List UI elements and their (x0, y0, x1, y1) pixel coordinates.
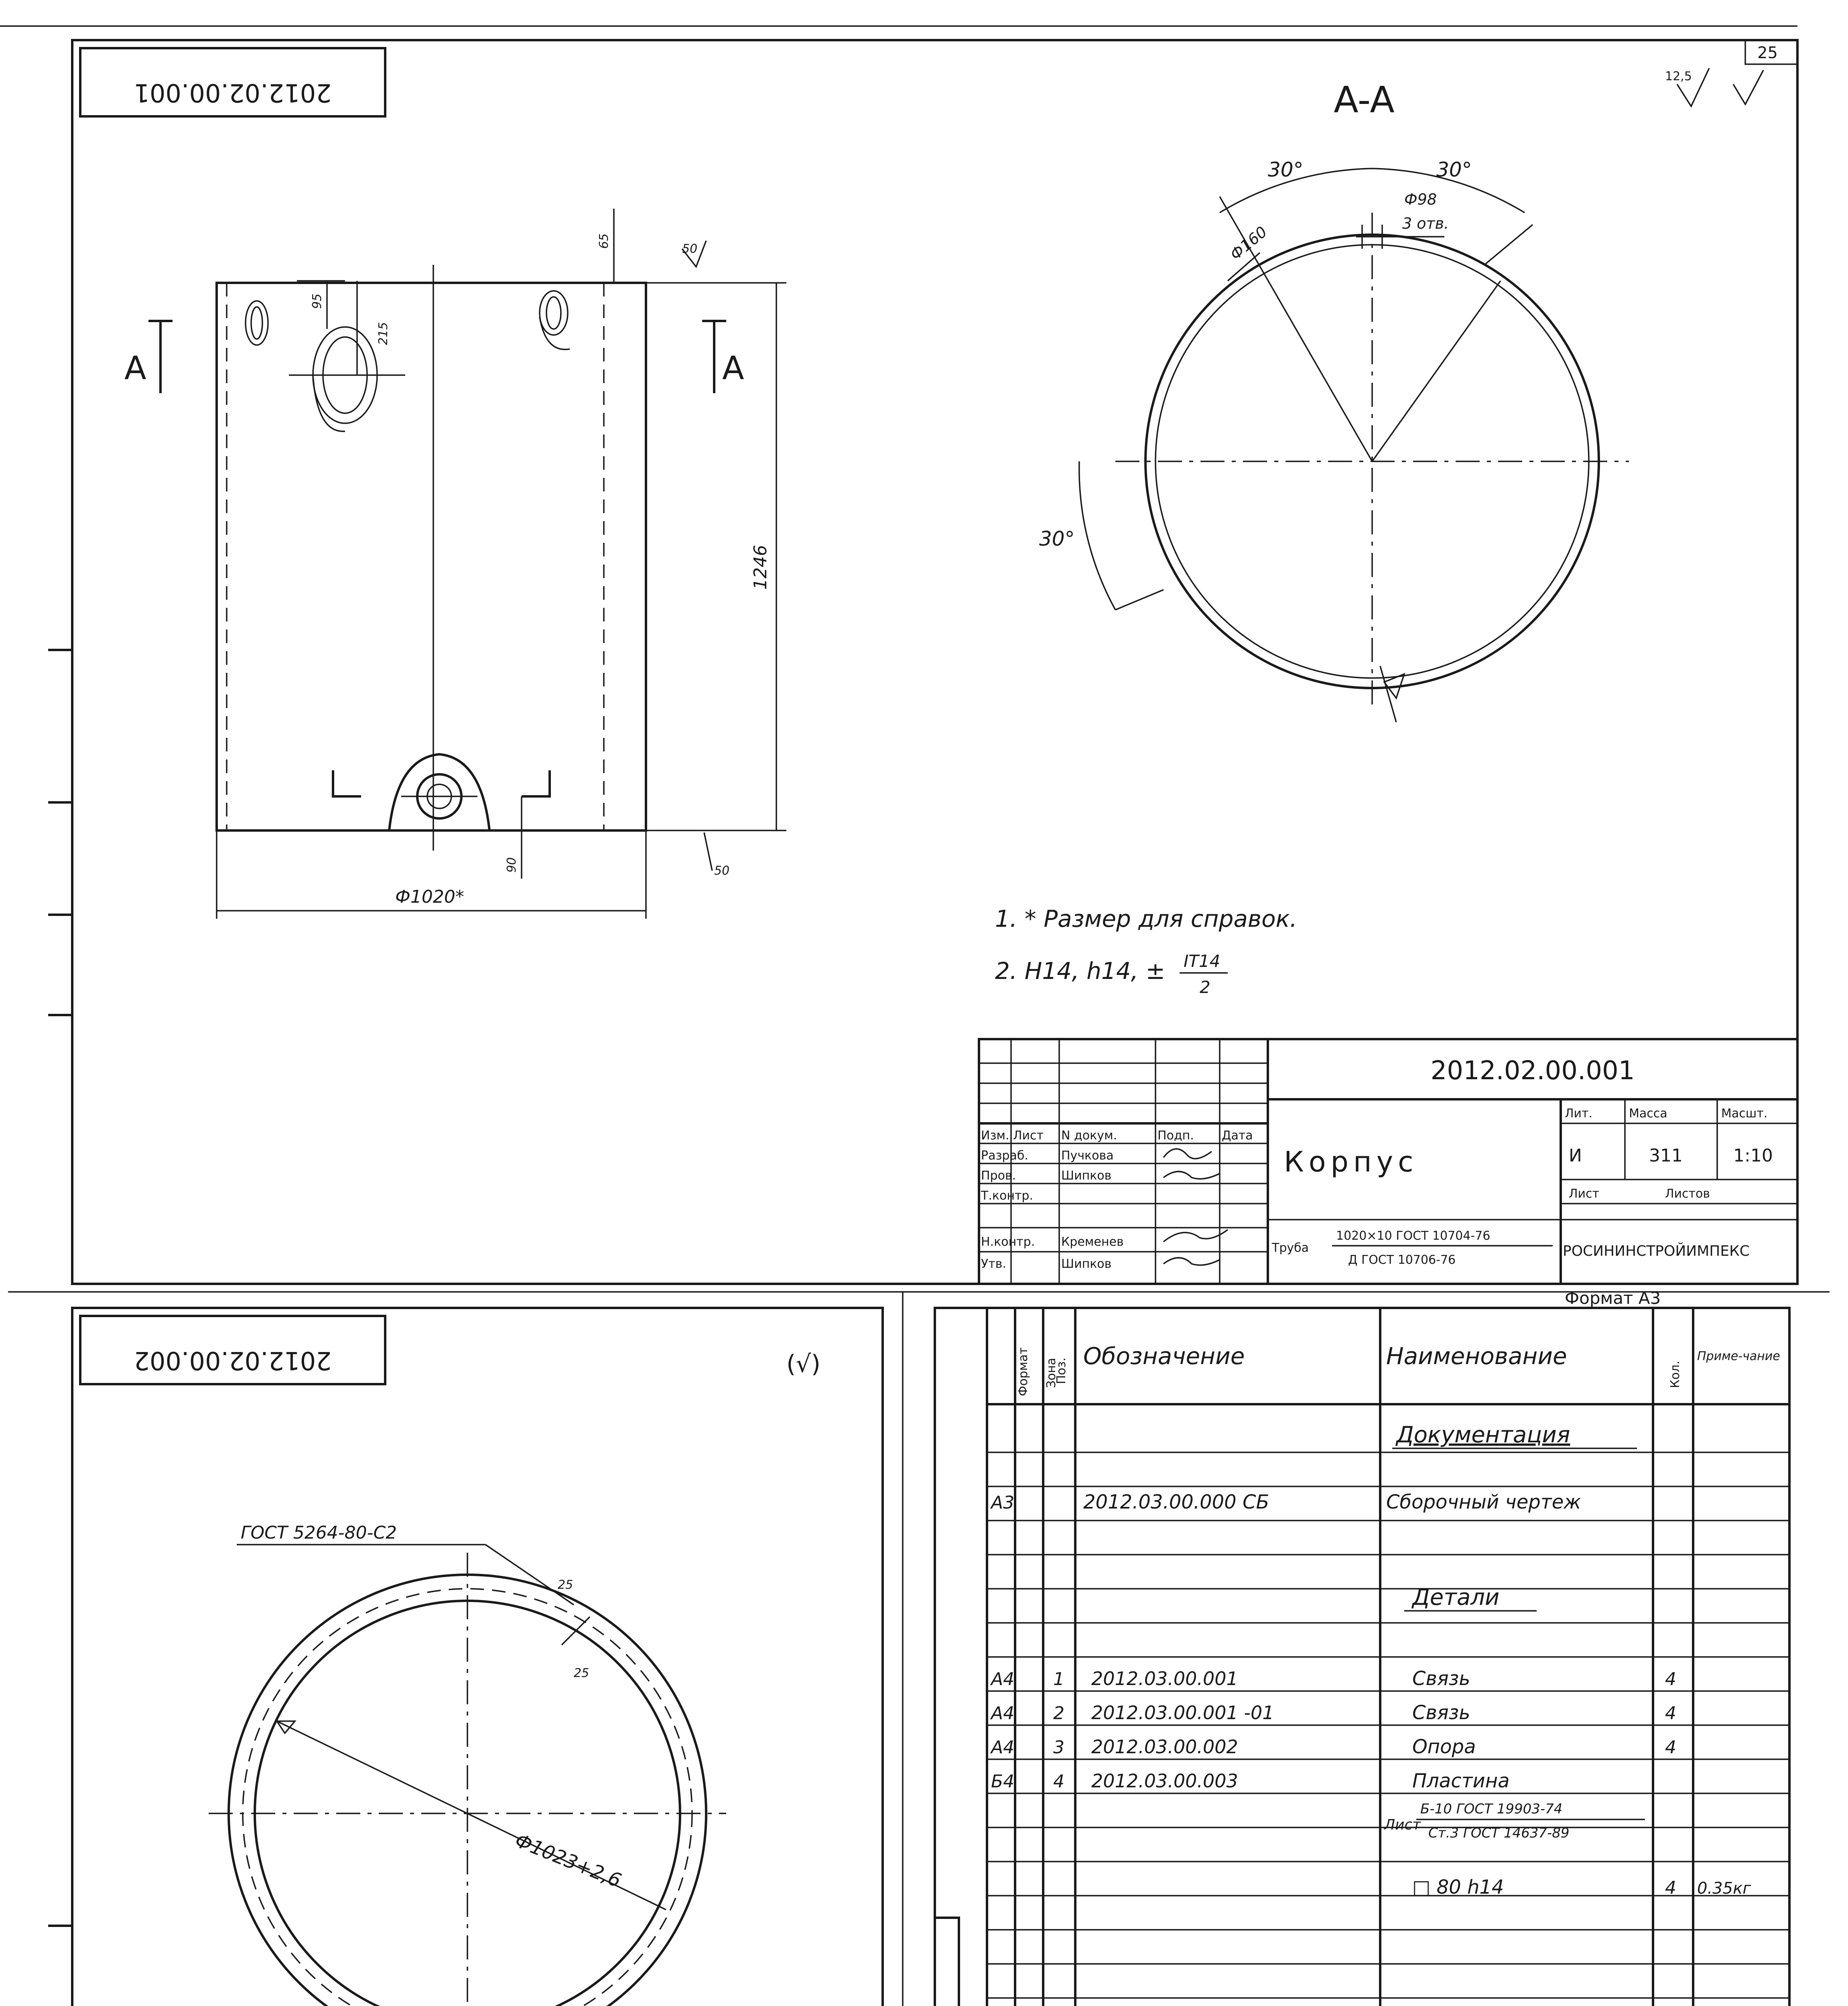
specification-text (935, 1342, 1789, 2006)
drawing-okantovka (72, 1316, 883, 2006)
svg-text:Пучкова: Пучкова (1061, 1149, 1114, 1163)
hole-160: Ф160 (1227, 223, 1271, 264)
spec-row-rules (987, 1452, 1789, 2006)
svg-text:Масшт.: Масшт. (1721, 1107, 1768, 1121)
page-number: 25 (1757, 44, 1778, 62)
svg-text:Утв.: Утв. (981, 1257, 1006, 1271)
weld-note: ГОСТ 5264-80-С2 (241, 1523, 397, 1543)
svg-text:Б4: Б4 (991, 1771, 1015, 1792)
svg-text:Листов: Листов (1665, 1187, 1710, 1201)
sheet-frames (0, 26, 1830, 2006)
stamp-text-2: 2012.02.00.002 (134, 1346, 332, 1375)
section-title: A-A (1334, 79, 1395, 121)
roughness-icon (1733, 70, 1763, 104)
svg-text:N докум.: N докум. (1061, 1129, 1117, 1143)
svg-text:1: 1 (1053, 1669, 1064, 1689)
dim-95: 95 (310, 293, 324, 309)
svg-text:Связь: Связь (1412, 1701, 1470, 1724)
svg-text:4: 4 (1665, 1878, 1676, 1898)
tb1-designation: 2012.02.00.001 (1430, 1056, 1635, 1086)
dim-90: 90 (505, 857, 519, 873)
dim-65: 65 (597, 233, 611, 249)
tb1-mass: 311 (1649, 1145, 1683, 1166)
note-2-numerator: IT14 (1184, 951, 1220, 971)
signature (1164, 1149, 1212, 1159)
svg-text:Б-10 ГОСТ 19903-74: Б-10 ГОСТ 19903-74 (1420, 1801, 1563, 1817)
roughness-50-bottom: 50 (714, 864, 730, 878)
roughness-value: 12,5 (1665, 69, 1692, 83)
cut-label-left: A (124, 349, 146, 387)
format-a3: Формат А3 (1565, 1288, 1661, 1308)
note-2-denominator: 2 (1200, 977, 1210, 997)
dim-1246: 1246 (750, 545, 771, 590)
svg-text:Д ГОСТ 10706-76: Д ГОСТ 10706-76 (1348, 1253, 1456, 1267)
cut-label-right: A (722, 349, 744, 387)
section-docs: Документация (1396, 1422, 1570, 1448)
tb1-scale: 1:10 (1733, 1145, 1773, 1166)
svg-text:Пров.: Пров. (981, 1169, 1016, 1183)
dim-1020: Ф1020* (395, 887, 464, 907)
hdr-zone: Зона (1044, 1358, 1058, 1388)
signature (1164, 1172, 1220, 1179)
angle-left: 30° (1268, 158, 1304, 181)
hdr-name: Наименование (1386, 1342, 1567, 1370)
svg-text:Опора: Опора (1412, 1736, 1476, 1758)
frame-bottom-left (72, 1308, 883, 2006)
svg-text:Связь: Связь (1412, 1667, 1470, 1690)
hdr-designation: Обозначение (1083, 1342, 1245, 1370)
hdr-format: Формат (1016, 1347, 1030, 1396)
note-1: 1. * Размер для справок. (995, 905, 1298, 932)
svg-text:Изм.: Изм. (981, 1129, 1009, 1143)
svg-text:Труба: Труба (1272, 1241, 1309, 1255)
svg-text:Дата: Дата (1222, 1129, 1253, 1143)
tb1-name: Корпус (1284, 1145, 1418, 1178)
svg-text:Лист: Лист (1384, 1817, 1421, 1833)
svg-text:И: И (1569, 1145, 1582, 1166)
tb1-material: 1020×10 ГОСТ 10704-76 (1336, 1229, 1491, 1243)
svg-text:Шипков: Шипков (1061, 1257, 1112, 1271)
svg-text:Лит.: Лит. (1565, 1107, 1593, 1121)
svg-text:Т.контр.: Т.контр. (981, 1189, 1034, 1203)
angle-right: 30° (1436, 158, 1472, 181)
svg-text:Лист: Лист (1569, 1187, 1600, 1201)
svg-text:А4: А4 (991, 1703, 1015, 1724)
svg-text:Шипков: Шипков (1061, 1169, 1112, 1183)
dim-215: 215 (376, 322, 390, 345)
svg-text:0.35кг: 0.35кг (1697, 1879, 1751, 1898)
svg-text:2: 2 (1053, 1703, 1064, 1724)
svg-text:А4: А4 (991, 1669, 1015, 1689)
svg-text:Ст.3 ГОСТ 14637-89: Ст.3 ГОСТ 14637-89 (1428, 1825, 1570, 1841)
svg-text:2012.03.00.000 СБ: 2012.03.00.000 СБ (1083, 1491, 1269, 1513)
svg-text:3: 3 (1053, 1737, 1064, 1758)
svg-text:4: 4 (1665, 1669, 1676, 1689)
svg-text:2012.03.00.002: 2012.03.00.002 (1091, 1736, 1238, 1758)
svg-text:□ 80 h14: □ 80 h14 (1412, 1876, 1504, 1898)
hdr-qty: Кол. (1668, 1360, 1682, 1388)
svg-text:Разраб.: Разраб. (981, 1149, 1028, 1163)
svg-text:Лист: Лист (1013, 1129, 1044, 1143)
svg-text:4: 4 (1665, 1737, 1676, 1758)
drawing-korpus (80, 48, 1797, 1308)
korpus-side-view (217, 283, 646, 830)
roughness-2: (√) (786, 1350, 821, 1378)
svg-text:2012.03.00.001: 2012.03.00.001 (1091, 1668, 1238, 1689)
svg-text:Пластина: Пластина (1412, 1770, 1510, 1792)
svg-text:4: 4 (1053, 1771, 1064, 1792)
section-parts: Детали (1412, 1584, 1500, 1610)
svg-text:2012.03.00.003: 2012.03.00.003 (1091, 1770, 1238, 1792)
svg-text:Подп.: Подп. (1158, 1129, 1194, 1143)
ring-diameter: Ф1023+2,6 (512, 1829, 625, 1892)
svg-text:Н.контр.: Н.контр. (981, 1235, 1035, 1249)
svg-text:Кременев: Кременев (1061, 1235, 1124, 1249)
frame-top (72, 40, 1797, 1284)
angle-lower: 30° (1039, 527, 1075, 550)
title-block-1 (979, 1039, 1797, 1284)
roughness-50-top: 50 (682, 242, 698, 256)
hole-98: Ф98 (1404, 191, 1437, 208)
svg-text:А4: А4 (991, 1737, 1015, 1758)
hole-count: 3 отв. (1402, 215, 1449, 232)
hdr-note: Приме-чание (1697, 1349, 1780, 1363)
svg-text:2012.03.00.001 -01: 2012.03.00.001 -01 (1091, 1702, 1274, 1724)
svg-text:Масса: Масса (1629, 1107, 1667, 1121)
weld-b: 25 (574, 1666, 589, 1680)
svg-text:Сборочный чертеж: Сборочный чертеж (1386, 1491, 1581, 1513)
note-2: 2. H14, h14, ± (995, 957, 1166, 985)
svg-text:А3: А3 (991, 1492, 1015, 1513)
svg-text:4: 4 (1665, 1703, 1676, 1724)
signature (1164, 1230, 1228, 1242)
tb1-org: РОСИНИНСТРОЙИМПЕКС (1563, 1243, 1750, 1259)
hdr-pos: Поз. (1054, 1357, 1068, 1384)
weld-a: 25 (558, 1578, 573, 1592)
signature (1164, 1258, 1220, 1265)
stamp-text-1: 2012.02.00.001 (134, 78, 332, 108)
